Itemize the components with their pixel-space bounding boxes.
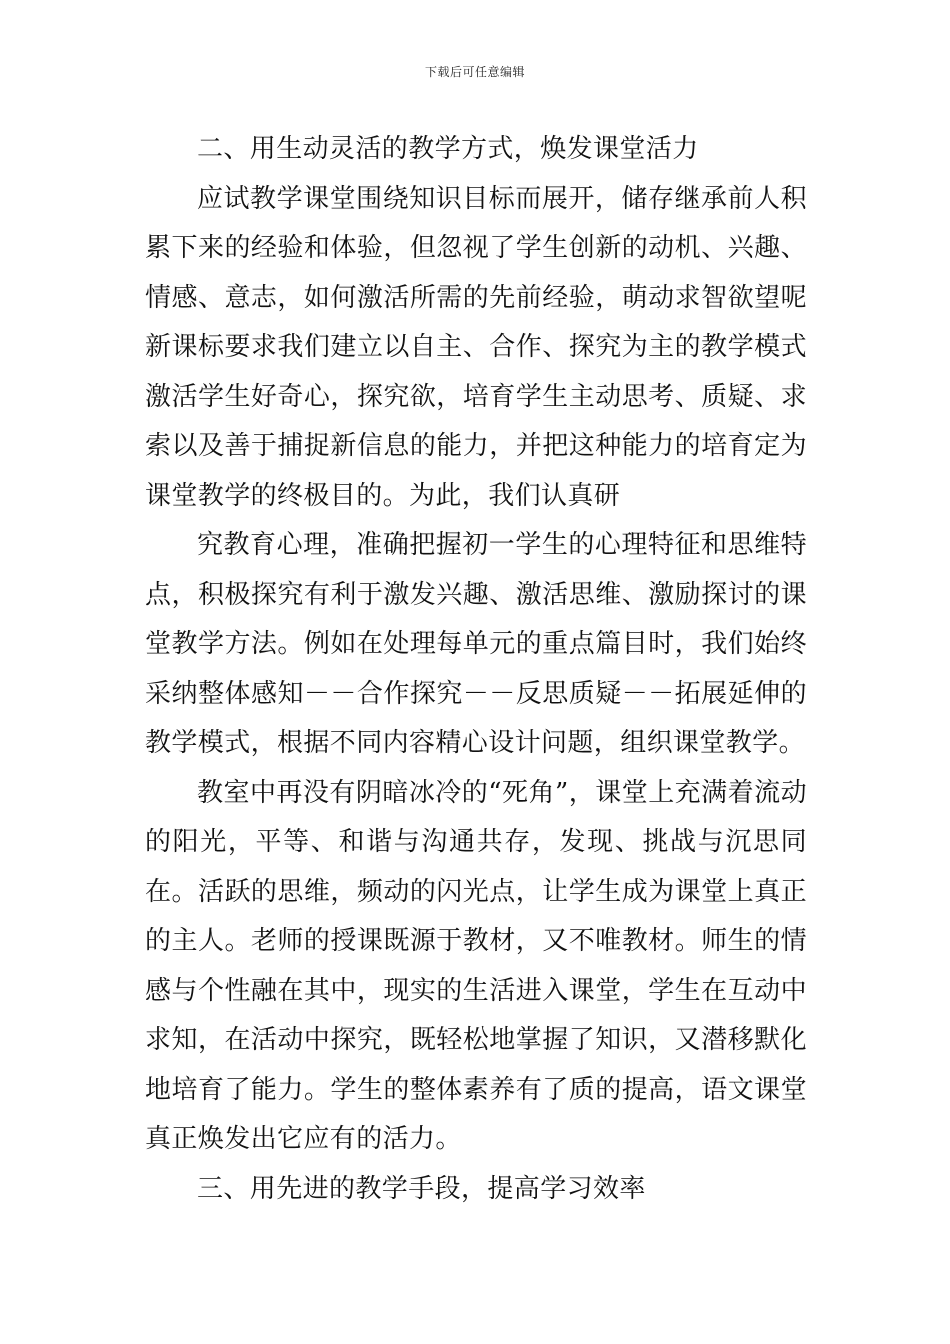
paragraph-3: 教室中再没有阴暗冰冷的“死角”，课堂上充满着流动的阳光，平等、和谐与沟通共存，发现、挑战与沉思同在。活跃的思维，频动的闪光点，让学生成为课堂上真正的主人。老师的授课既源于教材，又不唯教材。师生的情感与个性融在其中，现实的生活进入课堂，学生在互动中求知，在活动中探究，既轻松地掌握了知识，又潜移默化地培育了能力。学生的整体素养有了质的提高，语文课堂真正焕发出它应有的活力。 xyxy=(145,777,807,1154)
section-heading-3: 三、用先进的教学手段，提高学习效率 xyxy=(197,1173,646,1204)
document-body xyxy=(145,125,807,1214)
paragraph-2: 究教育心理，准确把握初一学生的心理特征和思维特点，积极探究有利于激发兴趣、激活思维、激励探讨的课堂教学方法。例如在处理每单元的重点篇目时，我们始终采纳整体感知－－合作探究－－反思质疑－－拓展延伸的教学模式，根据不同内容精心设计问题，组织课堂教学。 xyxy=(145,530,807,758)
section-heading-2: 二、用生动灵活的教学方式，焕发课堂活力 xyxy=(197,134,699,164)
paragraph-1: 应试教学课堂围绕知识目标而展开，储存继承前人积累下来的经验和体验，但忽视了学生创新的动机、兴趣、情感、意志，如何激活所需的先前经验，萌动求智欲望呢新课标要求我们建立以自主、合作、探究为主的教学模式激活学生好奇心，探究欲，培育学生主动思考、质疑、求索以及善于捕捉新信息的能力，并把这种能力的培育定为课堂教学的终极目的。为此，我们认真研 xyxy=(145,183,807,511)
page-header-note: 下载后可任意编辑 xyxy=(424,65,525,79)
